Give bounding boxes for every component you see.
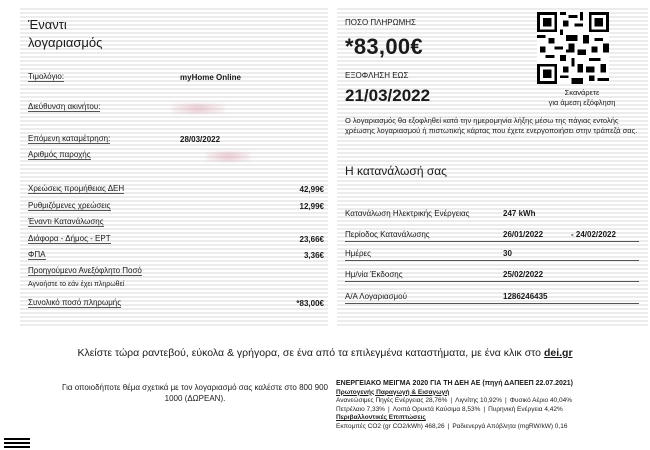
scan-instructions xyxy=(517,88,647,108)
charge-label: Προηγούμενο Ανεξόφλητο Ποσό xyxy=(28,266,142,275)
direct-debit-notice: Ο λογαριασμός θα εξοφληθεί κατά την ημερομηνία λήξης μέσω της πάγιας εντολής χρέωσης λογαριασμού ή πιστωτικής κάρτας που έχετε ενεργοποιήσει στην τράπεζά σας. xyxy=(345,116,638,135)
days-value: 30 xyxy=(503,249,512,258)
banner-text xyxy=(0,347,650,359)
charge-label: Έναντι Κατανάλωσης xyxy=(28,217,104,226)
address-label: Διεύθυνση ακινήτου: xyxy=(28,102,101,111)
consumption-period-label: Περίοδος Κατανάλωσης xyxy=(345,230,430,239)
energy-mix xyxy=(336,380,636,431)
electric-consumption-row xyxy=(345,204,639,220)
charge-label: Χρεώσεις προμήθειας ΔΕΗ xyxy=(28,184,125,193)
account-title-line1: Έναντι xyxy=(28,17,67,32)
account-number-value: 1286246435 xyxy=(503,292,548,301)
total-amount: *83,00€ xyxy=(296,299,324,308)
charge-row xyxy=(28,182,324,196)
energy-source-item: Ανανεώσιμες Πηγές Ενέργειας 28,76% xyxy=(336,397,448,404)
account-title-line2: λογαριασμός xyxy=(28,35,103,50)
invoice-label: Τιμολόγιο: xyxy=(28,72,65,81)
supply-number-row xyxy=(28,148,324,162)
dei-link[interactable]: dei.gr xyxy=(543,347,573,359)
total-label: Συνολικό ποσό πληρωμής xyxy=(28,298,122,307)
next-reading-row xyxy=(28,132,324,146)
environmental-impact-line: Εκπομπές CO2 (gr CO2/kWh) 468,26 | Ραδιενεργά Απόβλητα (mgRW/kW) 0,16 xyxy=(336,422,568,430)
consumption-period-row xyxy=(345,226,639,242)
scan-text-line1: Σκανάρετε xyxy=(564,88,600,97)
issue-date-value: 25/02/2022 xyxy=(503,270,544,279)
payment-panel xyxy=(337,8,648,328)
charge-row xyxy=(28,215,324,229)
impact-item: Εκπομπές CO2 (gr CO2/kWh) 468,26 xyxy=(336,422,445,430)
due-date: 21/03/2022 xyxy=(345,86,431,105)
consumption-title: Η κατανάλωσή σας xyxy=(345,164,447,178)
environmental-impact-title: Περιβαλλοντικές Επιπτώσεις xyxy=(336,414,426,421)
bill-details-panel xyxy=(20,8,328,328)
electric-consumption-label: Κατανάλωση Ηλεκτρικής Ενέργειας xyxy=(345,209,470,218)
days-row xyxy=(345,245,639,261)
banner-message: Κλείστε τώρα ραντεβού, εύκολα & γρήγορα, σε ένα από τα επιλεγμένα καταστήματα, με ένα κλικ στο xyxy=(77,347,544,359)
account-number-row xyxy=(345,288,639,304)
payment-amount: *83,00€ xyxy=(345,34,423,59)
charge-label: ΦΠΑ xyxy=(28,250,46,259)
energy-mix-heading: ΕΝΕΡΓΕΙΑΚΟ ΜΕΙΓΜΑ 2020 ΓΙΑ ΤΗ ΔΕΗ ΑΕ (πηγή ΔΑΠΕΕΠ 22.07.2021) xyxy=(336,380,574,387)
payment-amount-label: ΠΟΣΟ ΠΛΗΡΩΜΗΣ xyxy=(345,18,416,27)
issue-date-row xyxy=(345,266,639,282)
charge-label: Διάφορα - Δήμος - ΕΡΤ xyxy=(28,234,111,243)
supply-number-label: Αριθμός παροχής xyxy=(28,150,91,159)
charge-amount: 42,99€ xyxy=(299,185,324,194)
barcode-marks xyxy=(4,438,30,450)
invoice-row xyxy=(28,70,324,84)
charge-label: Ρυθμιζόμενες χρεώσεις xyxy=(28,201,111,210)
charge-amount: 12,99€ xyxy=(299,202,324,211)
energy-source-item: Φυσικό Αέριο 40,04% xyxy=(509,397,572,404)
consumption-period-from: 26/01/2022 xyxy=(503,230,544,239)
redacted-supply-number xyxy=(206,152,250,161)
charge-amount: 3,36€ xyxy=(303,251,324,260)
charge-amount: 23,66€ xyxy=(299,235,324,244)
energy-sources-line1: Ανανεώσιμες Πηγές Ενέργειας 28,76% | Λιγνίτης 10,92% | Φυσικό Αέριο 40,04% xyxy=(336,397,572,404)
account-number-label: Α/Α Λογαριασμού xyxy=(345,292,407,301)
next-reading-label: Επόμενη καταμέτρηση: xyxy=(28,134,111,143)
contact-info: Για οποιοδήποτε θέμα σχετικά με τον λογαριασμό σας καλέστε στο 800 900 1000 (ΔΩΡΕΑΝ). xyxy=(62,383,328,403)
consumption-period-to: - 24/02/2022 xyxy=(571,230,616,239)
energy-sources-line2: Πετρέλαιο 7,33% | Λοιπά Ορυκτά Καύσιμα 8,53% | Πυρηνική Ενέργεια 4,42% xyxy=(336,405,563,413)
charge-row xyxy=(28,232,324,246)
scan-text-line2: για άμεση εξόφληση xyxy=(548,98,616,107)
energy-source-item: Πυρηνική Ενέργεια 4,42% xyxy=(488,405,563,413)
qr-code-icon[interactable] xyxy=(537,12,609,84)
charge-row xyxy=(28,248,324,262)
energy-source-item: Λοιπά Ορυκτά Καύσιμα 8,53% xyxy=(392,405,481,413)
issue-date-label: Ημ/νία Έκδοσης xyxy=(345,270,403,279)
energy-source-item: Λιγνίτης 10,92% xyxy=(455,397,503,404)
energy-source-item: Πετρέλαιο 7,33% xyxy=(336,405,385,413)
invoice-value: myHome Online xyxy=(180,73,241,82)
appointment-banner xyxy=(0,335,650,373)
days-label: Ημέρες xyxy=(345,249,371,258)
due-date-label: ΕΞΟΦΛΗΣΗ ΕΩΣ xyxy=(345,71,409,80)
next-reading-value: 28/03/2022 xyxy=(180,135,221,144)
account-title xyxy=(28,16,102,52)
previous-paid-note-row xyxy=(28,276,324,290)
total-row xyxy=(28,296,324,310)
impact-item: Ραδιενεργά Απόβλητα (mgRW/kW) 0,16 xyxy=(452,422,568,430)
previous-paid-note: Αγνοήστε το εάν έχει πληρωθεί xyxy=(28,281,125,288)
electric-consumption-value: 247 kWh xyxy=(503,209,536,218)
energy-sources-title: Πρωτογενής Παραγωγή & Εισαγωγή xyxy=(336,388,450,396)
charge-row xyxy=(28,199,324,213)
redacted-address xyxy=(172,104,224,113)
